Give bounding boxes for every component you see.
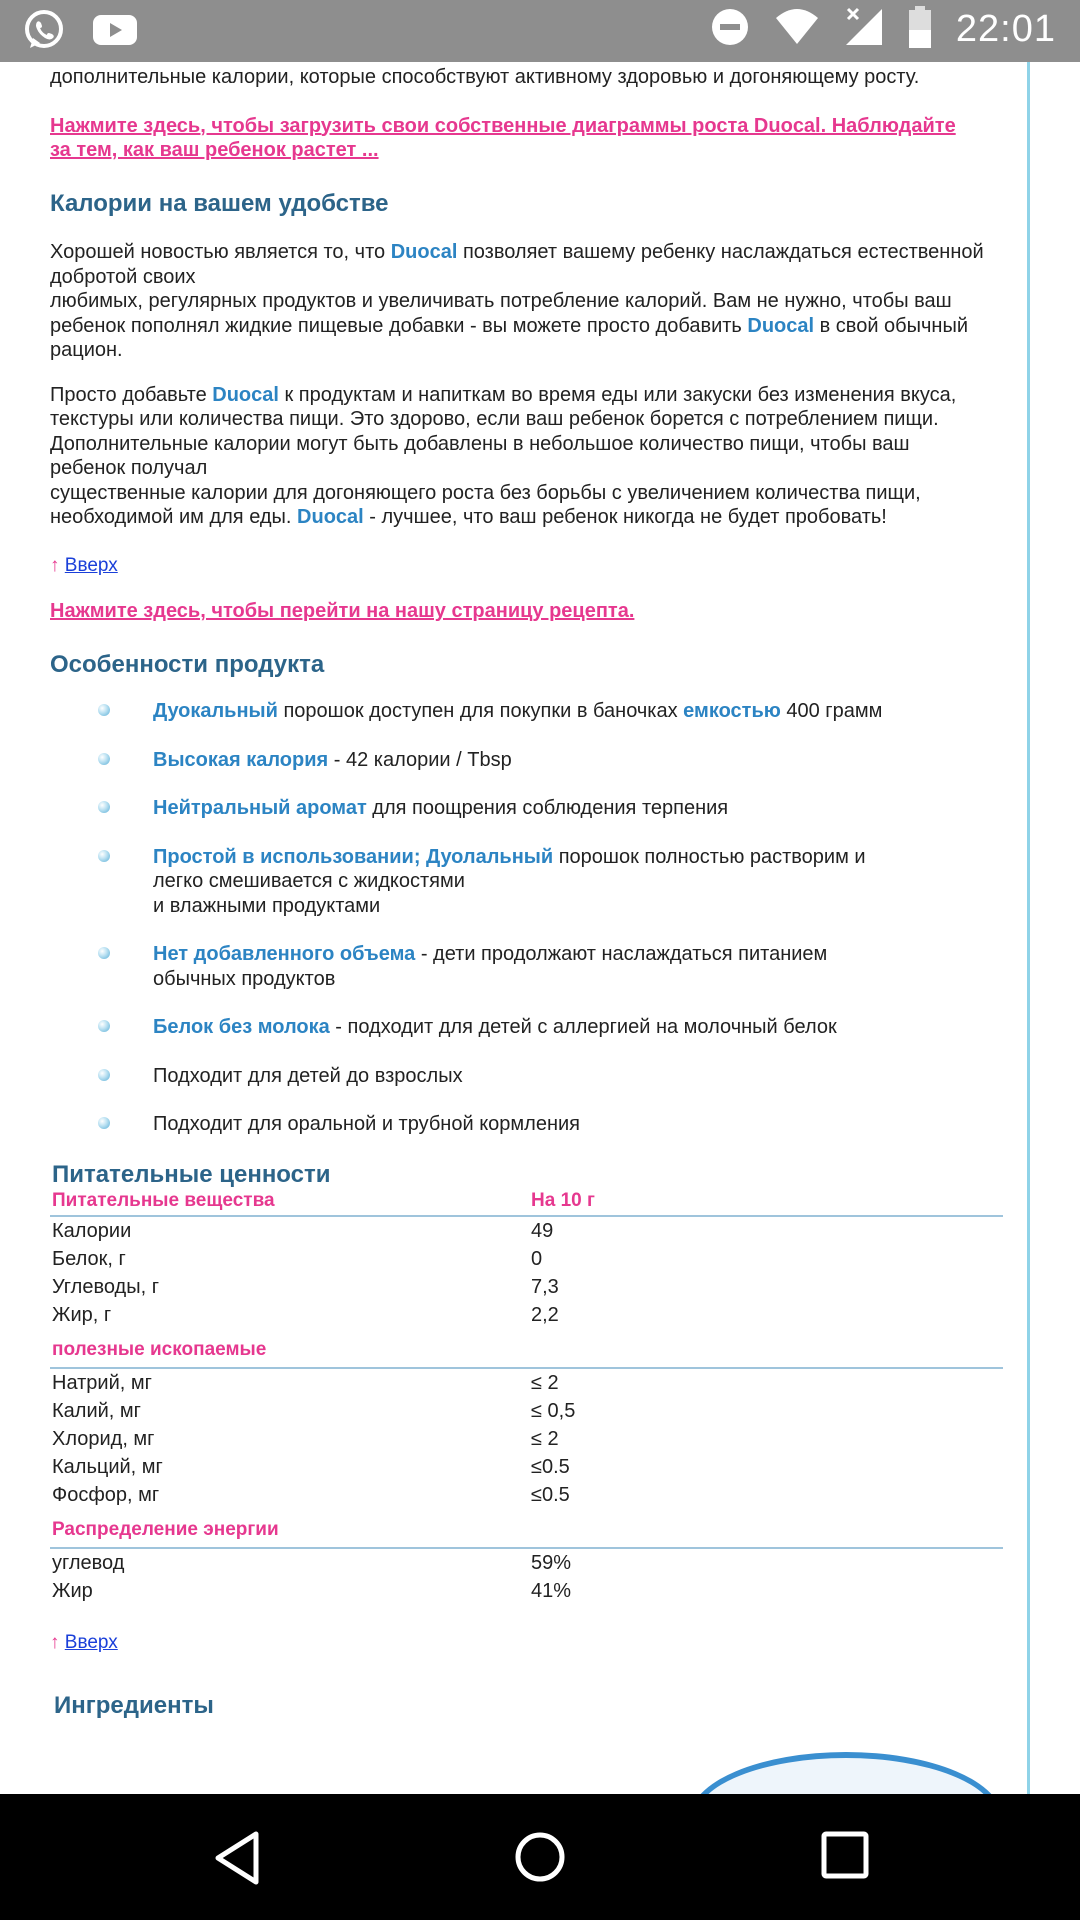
clock: 22:01 — [955, 8, 1056, 50]
feature-item — [50, 1112, 990, 1137]
feature-item — [50, 845, 873, 919]
feature-item — [50, 796, 990, 821]
feature-text: для поощрения соблюдения терпения — [366, 797, 729, 819]
nutrient-value: ≤0.5 — [531, 1455, 570, 1478]
back-to-top-1 — [50, 554, 990, 579]
up-arrow-icon: ↑ — [50, 1632, 60, 1653]
convenience-paragraph-1 — [50, 240, 990, 363]
bullet-icon — [98, 850, 110, 862]
up-arrow-icon: ↑ — [50, 554, 60, 576]
bullet-icon — [98, 1069, 110, 1081]
feature-highlight: Высокая калория — [153, 748, 329, 771]
feature-text: и влажными продуктами — [153, 894, 381, 917]
feature-highlight: Белок без молока — [153, 1016, 330, 1038]
convenience-paragraph-2 — [50, 383, 990, 530]
feature-item — [50, 748, 990, 773]
table-row — [50, 1548, 1003, 1577]
article — [50, 62, 990, 1718]
table-header — [50, 1187, 1003, 1216]
home-icon[interactable] — [513, 1830, 567, 1884]
table-row — [50, 1577, 1003, 1605]
table-row — [50, 1453, 1003, 1481]
brand-name: Duocal — [390, 241, 458, 263]
table-section-header — [50, 1329, 1003, 1368]
back-icon[interactable] — [212, 1830, 262, 1886]
bullet-icon — [98, 947, 110, 959]
nutrient-name: углевод — [52, 1551, 125, 1574]
feature-item — [50, 942, 913, 991]
nutrient-name: Фосфор, мг — [52, 1483, 160, 1506]
text-span: в свой обычный рацион. — [50, 314, 969, 361]
column-header-per-10g: На 10 г — [531, 1187, 1003, 1216]
table-row — [50, 1425, 1003, 1453]
feature-item — [50, 1064, 990, 1089]
bullet-icon — [98, 753, 110, 765]
features-list — [50, 699, 990, 1137]
text-span: любимых, регулярных продуктов и увеличивать потребление калорий. Вам не нужно, чтобы ваш ребенок пополнял жидкие пищевые добавки - вы можете просто добавить — [50, 290, 952, 337]
nutrient-name: Калий, мг — [52, 1399, 141, 1422]
brand-name: Duocal — [747, 314, 815, 337]
feature-text: - подходит для детей с аллергией на молочный белок — [329, 1016, 837, 1038]
nutrient-value: ≤ 2 — [531, 1427, 559, 1450]
text-span: - лучшее, что ваш ребенок никогда не будет пробовать! — [363, 506, 887, 528]
status-bar — [0, 0, 1080, 62]
back-to-top-link[interactable]: Вверх — [64, 1632, 118, 1653]
text-span: Дополнительные калории могут быть добавлены в небольшое количество пищи, чтобы ваш ребенок получал — [50, 432, 910, 479]
nutrient-value: 59% — [531, 1551, 572, 1574]
section-title-convenience: Калории на вашем удобстве — [50, 189, 389, 217]
web-page[interactable] — [0, 62, 1080, 1794]
nutrient-name: Белок, г — [52, 1247, 126, 1270]
bullet-icon — [98, 801, 110, 813]
nutrient-name: Калории — [52, 1219, 132, 1242]
nutrient-name: Жир, г — [52, 1303, 112, 1326]
back-to-top-link[interactable]: Вверх — [64, 554, 118, 576]
nutrient-name: Натрий, мг — [52, 1371, 152, 1394]
column-header-nutrients: Питательные вещества — [50, 1187, 531, 1216]
feature-item — [50, 1015, 990, 1040]
nutrient-name: Жир — [52, 1579, 93, 1602]
bullet-icon — [98, 1020, 110, 1032]
table-row — [50, 1245, 1003, 1273]
nutrient-value: 41% — [531, 1579, 572, 1602]
feature-text: - 42 калории / Tbsp — [328, 748, 512, 771]
feature-highlight: Нет добавленного объема — [153, 943, 416, 965]
growth-charts-link[interactable]: Нажмите здесь, чтобы загрузить свои собственные диаграммы роста Duocal. Наблюдайте за тем, как ваш ребенок растет ... — [50, 114, 956, 161]
section-title-nutrition: Питательные ценности — [52, 1160, 331, 1188]
page-border — [1027, 62, 1030, 1794]
table-row — [50, 1273, 1003, 1301]
feature-text: 400 грамм — [780, 700, 883, 722]
feature-item — [50, 699, 990, 724]
youtube-icon — [92, 13, 138, 52]
feature-highlight: емкостью — [683, 700, 781, 722]
text-span: позволяет вашему ребенку наслаждаться естественной добротой своих — [50, 241, 984, 288]
nutrient-value: ≤ 0,5 — [531, 1399, 576, 1422]
back-to-top-2 — [50, 1631, 990, 1656]
nutrient-name: Кальций, мг — [52, 1455, 163, 1478]
do-not-disturb-icon — [710, 7, 750, 52]
table-section-header — [50, 1509, 1003, 1548]
nutrient-value: 0 — [531, 1247, 543, 1270]
navigation-bar — [0, 1794, 1080, 1920]
section-label-minerals: полезные ископаемые — [50, 1329, 531, 1368]
nutrition-table — [50, 1187, 1003, 1605]
intro-tail-text: дополнительные калории, которые способствуют активному здоровью и догоняющему росту. — [50, 66, 920, 88]
nutrient-value: 7,3 — [531, 1275, 559, 1298]
feature-text: порошок полностью растворим и легко смешивается с жидкостями — [153, 845, 866, 892]
recents-icon[interactable] — [820, 1830, 870, 1880]
nutrient-value: 49 — [531, 1219, 554, 1242]
nutrient-value: ≤0.5 — [531, 1483, 570, 1506]
whatsapp-icon — [22, 8, 66, 57]
text-span: к продуктам и напиткам во время еды или закуски без изменения вкуса, текстуры или количества пищи. Это здорово, если ваш ребенок борется с потреблением пищи. — [50, 383, 957, 430]
brand-name: Duocal — [212, 383, 279, 406]
product-image — [690, 1752, 1002, 1794]
feature-highlight: Простой в использовании; Дуолальный — [153, 845, 554, 868]
nutrient-name: Углеводы, г — [52, 1275, 159, 1298]
wifi-icon — [774, 8, 820, 51]
table-row — [50, 1397, 1003, 1425]
feature-text: порошок доступен для покупки в баночках — [277, 700, 684, 722]
recipe-page-link[interactable]: Нажмите здесь, чтобы перейти на нашу страницу рецепта. — [50, 600, 635, 622]
text-span: Хорошей новостью является то, что — [50, 241, 391, 263]
feature-highlight: Дуокальный — [153, 700, 278, 722]
bullet-icon — [98, 704, 110, 716]
section-title-ingredients: Ингредиенты — [54, 1691, 214, 1719]
feature-text: - дети продолжают наслаждаться питанием обычных продуктов — [153, 943, 828, 990]
battery-icon — [908, 6, 932, 53]
brand-name: Duocal — [297, 506, 364, 528]
table-row — [50, 1301, 1003, 1329]
nutrient-value: 2,2 — [531, 1303, 559, 1326]
feature-highlight: Нейтральный аромат — [153, 797, 367, 819]
feature-text: Подходит для детей до взрослых — [153, 1064, 463, 1087]
nutrient-name: Хлорид, мг — [52, 1427, 155, 1450]
section-title-features: Особенности продукта — [50, 650, 325, 678]
text-span: Просто добавьте — [50, 383, 213, 406]
table-row — [50, 1216, 1003, 1245]
table-row — [50, 1481, 1003, 1509]
section-label-energy: Распределение энергии — [50, 1509, 531, 1548]
bullet-icon — [98, 1117, 110, 1129]
signal-icon — [844, 7, 884, 52]
feature-text: Подходит для оральной и трубной кормления — [153, 1113, 581, 1135]
nutrient-value: ≤ 2 — [531, 1371, 559, 1394]
table-row — [50, 1368, 1003, 1397]
text-span: существенные калории для догоняющего роста без борьбы с увеличением количества пищи, необходимой им для еды. — [50, 481, 921, 528]
